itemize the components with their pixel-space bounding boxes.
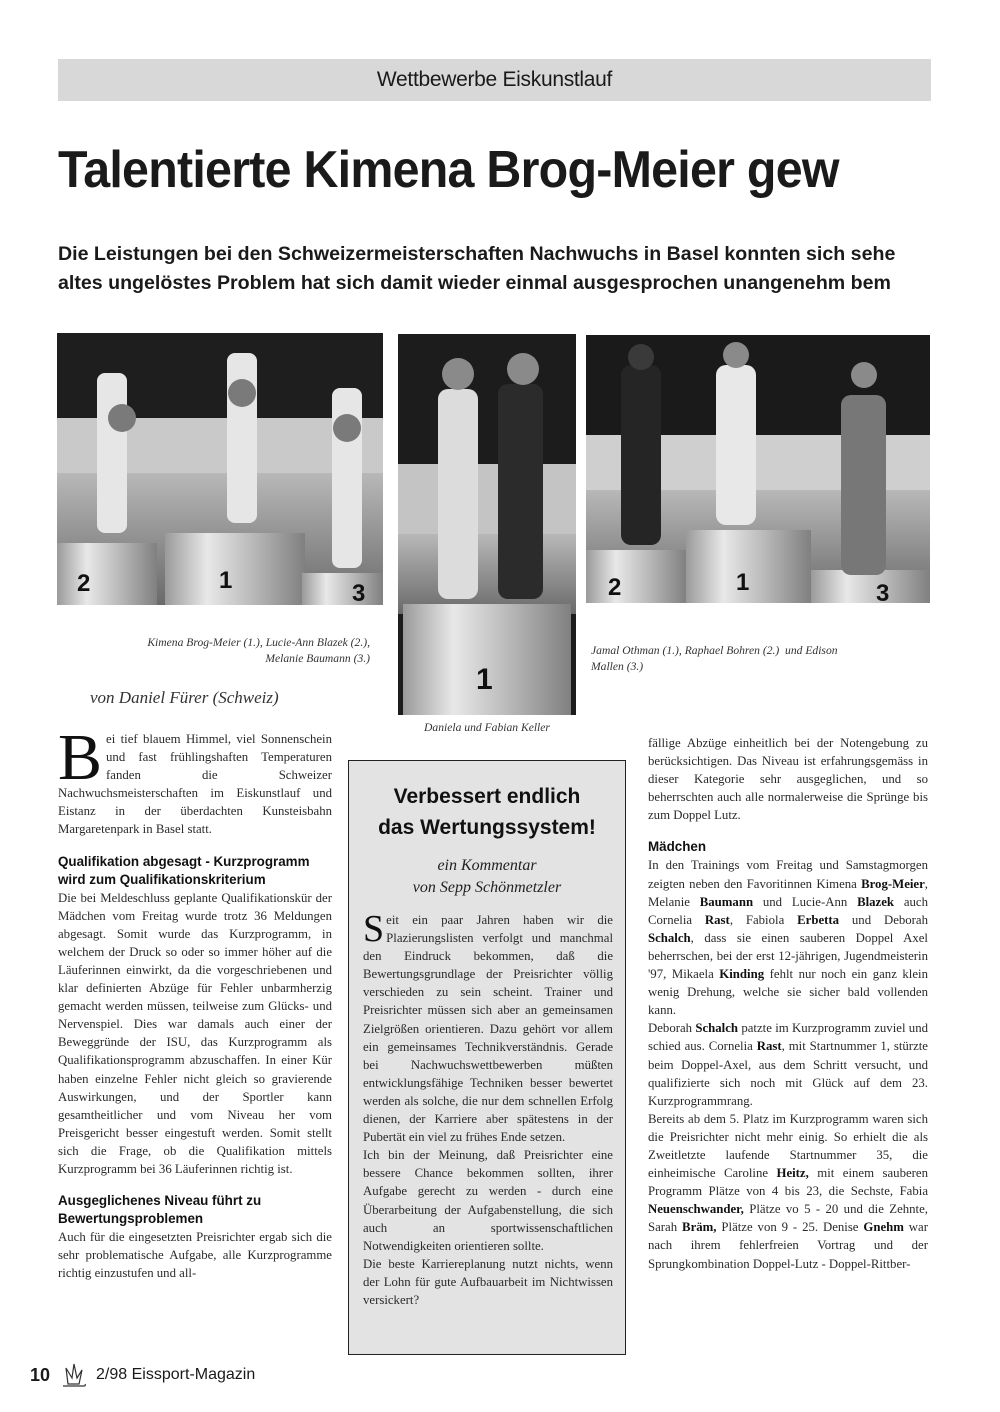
caption-line-1: Daniela und Fabian Keller <box>424 721 550 734</box>
commentary-subtitle: ein Kommentar von Sepp Schönmetzler <box>412 857 562 896</box>
caption-line-1: Kimena Brog-Meier (1.), Lucie-Ann Blazek (2.), <box>147 636 370 649</box>
caption-line-2: Melanie Baumann (3.) <box>265 652 370 665</box>
commentary-title: Verbessert endlich das Wertungssystem! <box>378 785 596 839</box>
subheading-niveau: Ausgeglichenes Niveau führt zu Bewertungsproblemen <box>58 1193 262 1227</box>
dropcap: S <box>363 908 385 950</box>
column-1 <box>58 721 332 1282</box>
paragraph: Die bei Meldeschluss geplante Qualifikationskür der Mädchen vom Freitag wurde trotz 36 Meldungen abgesagt. Somit wurde das Kurzprogramm, in welchem der Druck so oder so immer höher auf die Läuferinnen einwirkt, da die vorgeschriebenen und klar definierten Abzüge für Fehler unbarmherzig gemacht werden müssen, teilweise zum Glücks- und Nervenspiel. Dies war damals auch einer der Beweggründe der ISU, das Kurzprogramm als Qualifikationsprogramm abzuschaffen. In einer Kür haben einzelne Fehler nicht gleich so gravierende Auswirkungen, und der Sportler kann gesamtheitlicher und vom Niveau her vom Preisgericht besser eingestuft werden. Somit stellt sich die Frage, ob die Qualifikation mittels Kurzprogramm bei 36 Läuferinnen richtig ist. <box>58 890 332 1176</box>
podium-number-3: 3 <box>876 580 890 603</box>
intro-paragraph: Bei tief blauem Himmel, viel Sonnenschein und fast frühlingshaften Temperaturen fanden die Schweizer Nachwuchsmeisterschaften im Eiskunstlauf und Eistanz in der überdachten Kunsteisbahn Margaretenpark in Basel statt. <box>58 721 332 837</box>
paragraph: Seit ein paar Jahren haben wir die Plazierungslisten verfolgt und manchmal den Eindruck bekommen, daß die Bewertungsgrundlage der Preisrichter völlig verschieden zu sein scheint. Trainer und Preisrichter müssen sich aber an gemeinsamen Zielgrößen orientieren. Dazu gehört vor allem ein gemeinsames Technikverständnis. Gerade bei Nachwuchswettbewerben müßten entwicklungsfähige Techniken besser bewertet werden als solche, die nur dem schnellen Erfolg dienen, der Karriere aber spätestens in der Pubertät ein viel zu frühes Ende setzen. <box>363 908 613 1145</box>
section-banner <box>58 59 931 101</box>
photo-caption-girls <box>100 635 370 667</box>
headline: Talentierte Kimena Brog-Meier gew <box>58 141 839 199</box>
paragraph: Deborah Schalch patzte im Kurzprogramm zuviel und schied aus. Cornelia Rast, mit Startnummer 1, stürzte beim Doppel-Axel, aus dem Schritt versucht, und qualifizierte sich noch mit Glück auf dem 23. Kurzprogrammrang. <box>648 1021 928 1108</box>
photo-caption-boys <box>591 643 911 675</box>
page-number: 10 <box>30 1364 51 1385</box>
deck-line-1: Die Leistungen bei den Schweizermeisterschaften Nachwuchs in Basel konnten sich sehe <box>58 243 896 265</box>
photo-podium-pairs <box>398 334 576 715</box>
swan-skate-logo-icon <box>58 1360 88 1390</box>
paragraph: In den Trainings vom Freitag und Samstagmorgen zeigten neben den Favoritinnen Kimena Brog-Meier, Melanie Baumann und Lucie-Ann Blazek auch Cornelia Rast, Fabiola Erbetta und Deborah Schalch, dass sie einen sauberen Doppel Axel beherrschen, bei der erst 12-jährigen, Jugendmeisterin '97, Mikaela Kinding fehlt nur noch ein ganz klein wenig Drehung, welche sie sicher bald vollenden kann. <box>648 858 929 1018</box>
section-banner-label: Wettbewerbe Eiskunstlauf <box>376 68 613 91</box>
column-3 <box>648 734 928 1273</box>
podium-number-1: 1 <box>736 569 750 596</box>
photo-podium-boys <box>586 335 930 603</box>
issue-label: 2/98 Eissport-Magazin <box>96 1366 256 1383</box>
subheading-maedchen: Mädchen <box>648 839 707 855</box>
podium-number-3: 3 <box>352 580 366 605</box>
podium-number-1: 1 <box>476 663 493 696</box>
commentary-body <box>363 908 613 1309</box>
caption-line-2: Mallen (3.) <box>591 660 644 673</box>
paragraph: fällige Abzüge einheitlich bei der Notengebung zu berücksichtigen. Das Niveau ist erfahrungsgemäss in dieser Kategorie sehr ausgeglichen, und so beherrschten auch alle normalerweise die Sprünge bis zum Doppel Lutz. <box>648 736 928 823</box>
byline: von Daniel Fürer (Schweiz) <box>90 688 279 707</box>
paragraph: Die beste Karriereplanung nutzt nichts, wenn der Lohn für gute Aufbauarbeit im Nichtwissen versickert? <box>363 1256 613 1307</box>
commentary-box <box>348 760 626 1355</box>
page-footer <box>30 1360 255 1390</box>
caption-line-1: Jamal Othman (1.), Raphael Bohren (2.) und Edison <box>591 644 838 657</box>
subheading-qualifikation: Qualifikation abgesagt - Kurzprogramm wird zum Qualifikationskriterium <box>58 853 310 887</box>
paragraph: Bereits ab dem 5. Platz im Kurzprogramm waren sich die Preisrichter nicht mehr einig. So erhielt die als Zweitletzte laufende Startnummer 35, die einheimische Caroline Heitz, mit einem sauberen Programm Plätze von 4 bis 23, die Sechste, Fabia Neuenschwander, Plätze vo 5 - 20 und die Zehnte, Sarah Bräm, Plätze von 9 - 25. Denise Gnehm war nach ihrem fehlerfreien Vortrag und der Sprungkombination Doppel-Lutz - Doppel-Rittber- <box>648 1111 928 1271</box>
dropcap: B <box>58 721 103 794</box>
photo-podium-girls <box>57 333 383 605</box>
podium-number-1: 1 <box>219 567 233 594</box>
paragraph: Auch für die eingesetzten Preisrichter ergab sich die sehr problematische Aufgabe, alle Kurzprogramme richtig einzustufen und all- <box>58 1230 332 1281</box>
podium-number-2: 2 <box>77 570 91 597</box>
podium-number-2: 2 <box>608 574 622 601</box>
photo-caption-pairs <box>398 720 576 736</box>
deck <box>58 240 895 298</box>
paragraph: Ich bin der Meinung, daß Preisrichter eine bessere Chance bekommen sollten, ihrer Aufgabe gerecht zu werden - durch eine Überarbeitung der Aufgabenstellung, die sich auch an sportwissenschaftlichen Notwendigkeiten orientieren sollte. <box>363 1148 613 1253</box>
deck-line-2: altes ungelöstes Problem hat sich damit wieder einmal ausgesprochen unangenehm bem <box>58 272 891 294</box>
